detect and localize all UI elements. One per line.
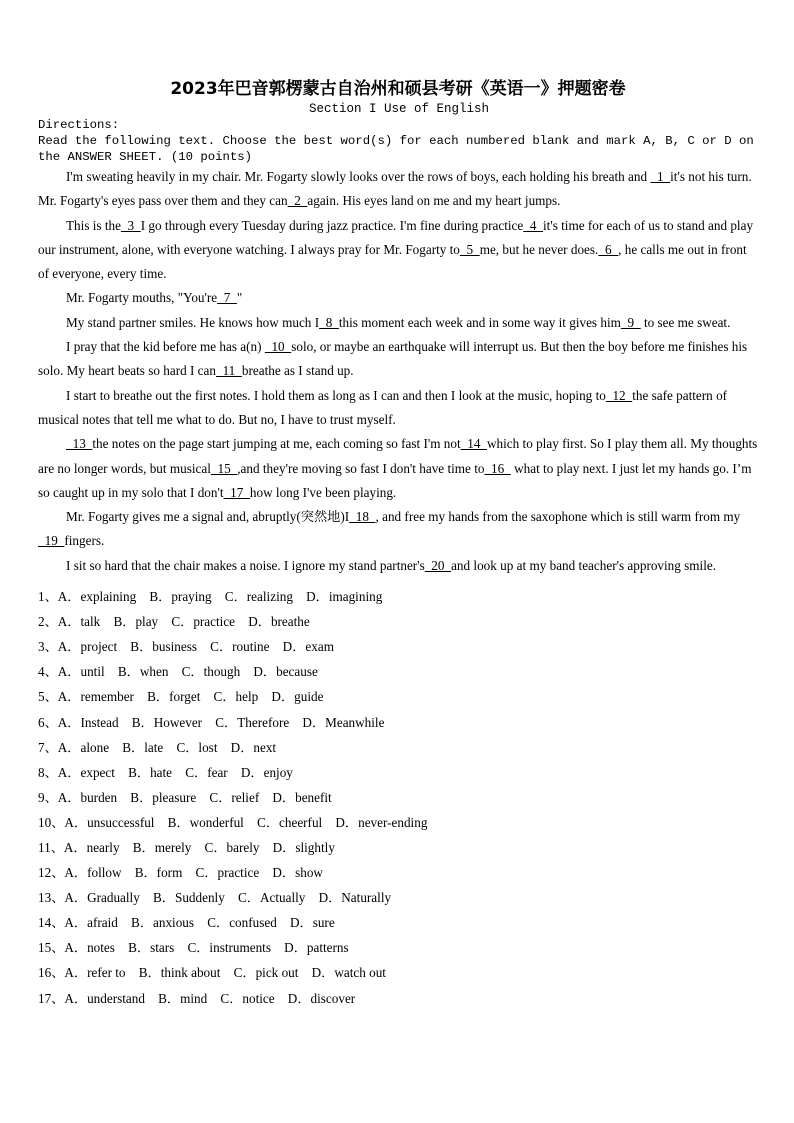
blank-4: 4 [523,217,544,233]
blank-5: 5 [459,241,480,257]
blank-3: 3 [120,217,141,233]
section-heading: Section I Use of English [308,102,490,116]
passage-text: the notes on the page start jumping at me, each coming so fast I'm not [92,436,461,452]
passage-text: This is the [66,217,121,233]
blank-16: 16 [484,460,511,476]
question-item-4: 4、A．until B．when C．though D．because [38,664,318,680]
exam-page [38,78,760,1011]
blank-15: 15 [210,460,238,476]
passage-text: , he calls me out in front of everyone, every time. [38,241,747,282]
passage-text: how long I've been playing. [249,484,397,500]
blank-11: 11 [215,363,242,379]
blank-17: 17 [223,484,250,500]
passage-text: this moment each week and in some way it gives him [338,314,621,330]
blank-1: 1 [650,169,671,184]
passage-paragraph [38,432,760,505]
passage-paragraph [38,384,760,433]
question-item-13: 13、A．Gradually B．Suddenly C．Actually D．Naturally [38,890,392,906]
passage-text: , and free my hands from the saxophone which is still warm from my [375,509,741,525]
passage-text: I pray that the kid before me has a(n) [66,339,265,355]
blank-9: 9 [620,314,641,330]
question-item-8: 8、A．expect B．hate C．fear D．enjoy [38,764,293,780]
passage-text: the safe pattern of musical notes that tell me what to do. But no, I have to trust myself. [38,387,728,427]
passage-text: to see me sweat. [640,314,731,330]
passage-text: and look up at my band teacher's approving smile. [451,557,717,573]
blank-12: 12 [605,387,633,403]
passage-text: fingers. [64,533,105,549]
passage-text: I start to breathe out the first notes. I hold them as long as I can and then I look at the music, hoping to [66,387,606,403]
page-title: 2023年巴音郭楞蒙古自治州和硕县考研《英语一》押题密卷 [170,79,626,99]
passage-text: what to play next. I just let my hands go. I’m so caught up in my solo that I don't [38,460,752,500]
passage-text: I go through every Tuesday during jazz practice. I'm fine during practice [140,217,524,233]
question-item-14: 14、A．afraid B．anxious C．confused D．sure [38,915,335,931]
passage-text: I'm sweating heavily in my chair. Mr. Fogarty slowly looks over the rows of boys, each holding his breath and [66,169,651,184]
cloze-passage [38,165,760,578]
blank-10: 10 [264,339,292,355]
passage-text: which to play first. So I play them all. My thoughts are no longer words, but musical [38,436,758,476]
blank-2: 2 [287,193,308,209]
blank-20: 20 [424,557,452,573]
passage-paragraph [38,311,760,335]
question-item-1: 1、A．explaining B．praying C．realizing D．imagining [38,589,383,605]
passage-text: again. His eyes land on me and my heart jumps. [307,193,561,209]
blank-7: 7 [217,290,237,306]
question-item-16: 16、A．refer to B．think about C．pick out D．watch out [38,965,386,981]
question-item-6: 6、A．Instead B．However C．Therefore D．Meanwhile [38,714,385,730]
blank-6: 6 [598,241,619,257]
blank-19: 19 [38,533,65,549]
passage-text: My stand partner smiles. He knows how much I [66,314,320,330]
passage-text: ,and they're moving so fast I don't have time to [237,460,485,476]
question-item-17: 17、A．understand B．mind C．notice D．discover [38,990,356,1006]
blank-14: 14 [460,436,487,452]
passage-text: Mr. Fogarty mouths, "You're [66,290,218,306]
passage-text: " [236,290,243,306]
question-list [38,584,760,1011]
question-item-12: 12、A．follow B．form C．practice D．show [38,865,323,881]
question-item-2: 2、A．talk B．play C．practice D．breathe [38,614,310,630]
passage-paragraph [38,505,760,554]
question-item-3: 3、A．project B．business C．routine D．exam [38,639,334,655]
directions-text: Read the following text. Choose the best word(s) for each numbered blank and mark A, B, C or D on the ANSWER SHEET. (10 points) [38,134,754,164]
passage-paragraph [38,214,760,287]
question-item-7: 7、A．alone B．late C．lost D．next [38,739,277,755]
passage-text: it's time for each of us to stand and play our instrument, alone, with everyone watching. I always pray for Mr. Fogarty to [38,217,754,257]
blank-13: 13 [66,436,93,452]
question-item-15: 15、A．notes B．stars C．instruments D．patterns [38,940,349,956]
passage-paragraph [38,554,760,578]
passage-text: I sit so hard that the chair makes a noise. I ignore my stand partner's [66,557,425,573]
directions-label: Directions: [38,118,120,132]
question-item-5: 5、A．remember B．forget C．help D．guide [38,689,324,705]
passage-paragraph [38,165,760,214]
blank-8: 8 [319,314,339,330]
question-item-11: 11、A．nearly B．merely C．barely D．slightly [38,839,335,855]
passage-paragraph [38,335,760,384]
question-item-10: 10、A．unsuccessful B．wonderful C．cheerful D．never-ending [38,814,428,830]
passage-text: Mr. Fogarty gives me a signal and, abruptly(突然地)I [66,509,350,525]
passage-text: it's not his turn. Mr. Fogarty's eyes pass over them and they can [38,169,752,209]
passage-paragraph [38,286,760,310]
passage-text: breathe as I stand up. [241,363,354,379]
passage-text: solo, or maybe an earthquake will interrupt us. But then the boy before me finishes his solo. My heart beats so hard I can [38,339,748,379]
blank-18: 18 [349,509,376,525]
passage-text: me, but he never does. [479,241,599,257]
question-item-9: 9、A．burden B．pleasure C．relief D．benefit [38,789,332,805]
